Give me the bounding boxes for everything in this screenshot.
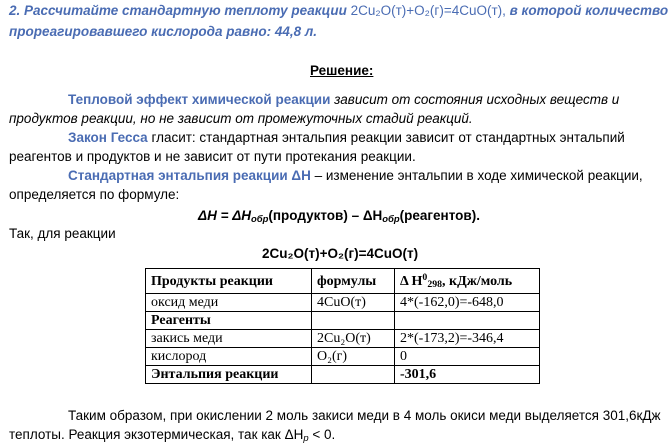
task-line-2: прореагировавшего кислорода равно: 44,8 л. — [9, 24, 318, 39]
para3-line1 — [68, 168, 643, 183]
para2-term: Закон Гесса — [68, 130, 148, 145]
formula-lhs: ΔН = ΔН — [198, 208, 252, 223]
row-name: закись меди — [146, 330, 312, 348]
reaction-centered: 2Cu₂O(т)+O₂(г)=4CuO(т) — [262, 246, 419, 261]
row-formula: O₂(г) — [312, 348, 395, 366]
empty-cell — [312, 366, 395, 384]
conclusion-line1: Таким образом, при окислении 2 моль закиси меди в 4 моль окиси меди выделяется 301,6кДж — [68, 408, 661, 423]
para3-term: Стандартная энтальпия реакции ΔН — [68, 168, 311, 183]
row-value: 2*(-173,2)=-346,4 — [395, 330, 540, 348]
formula — [198, 208, 480, 225]
conclusion-pre: теплоты. Реакция экзотермическая, так как ΔН — [9, 427, 304, 442]
header-enthalpy-prefix: Δ Н — [400, 274, 423, 289]
task-text-2: в которой количество — [509, 3, 669, 18]
formula-end: (реагентов). — [399, 208, 480, 223]
enthalpy-table — [145, 268, 540, 384]
para2-line2: реагентов и продуктов и не зависит от пути протекания реакции. — [9, 149, 416, 164]
header-enthalpy-suffix: , кДж/моль — [442, 274, 513, 289]
formula-sub2: обр — [382, 214, 400, 225]
table-row — [146, 330, 540, 348]
table-total-row — [146, 366, 540, 384]
header-formulas: формулы — [312, 269, 395, 294]
empty-cell — [312, 312, 395, 330]
section-reagents: Реагенты — [146, 312, 312, 330]
table-header-row — [146, 269, 540, 294]
para1-rest: зависит от состояния исходных веществ и — [330, 92, 620, 107]
solution-heading: Решение: — [310, 63, 374, 78]
task-reaction: 2Cu₂O(т)+O₂(г)=4CuO(т), — [350, 3, 506, 18]
formula-sub1: обр — [251, 214, 269, 225]
header-enthalpy — [395, 269, 540, 294]
para1-term: Тепловой эффект химической реакции — [68, 92, 331, 107]
para3-line2: определяется по формуле: — [9, 187, 180, 202]
total-label: Энтальпия реакции — [146, 366, 312, 384]
row-name: оксид меди — [146, 294, 312, 312]
conclusion-sub: р — [303, 433, 309, 444]
para1-line2: продуктов реакции, но не зависит от промежуточных стадий реакций. — [9, 111, 473, 126]
formula-mid: (продуктов) – ΔН — [268, 208, 383, 223]
intro-reaction: Так, для реакции — [9, 226, 116, 241]
para3-rest: – изменение энтальпии в ходе химической реакции, — [310, 168, 643, 183]
para1-line1 — [68, 92, 619, 107]
task-text-1: Рассчитайте стандартную теплоту реакции — [24, 3, 347, 18]
row-value: 4*(-162,0)=-648,0 — [395, 294, 540, 312]
empty-cell — [395, 312, 540, 330]
task-number: 2. — [9, 3, 21, 18]
total-value: -301,6 — [395, 366, 540, 384]
header-products: Продукты реакции — [146, 269, 312, 294]
table-section-row — [146, 312, 540, 330]
table-row — [146, 348, 540, 366]
para2-line1 — [68, 130, 625, 145]
conclusion-line2 — [9, 427, 335, 444]
row-formula: 4CuO(т) — [312, 294, 395, 312]
row-name: кислород — [146, 348, 312, 366]
row-value: 0 — [395, 348, 540, 366]
header-enthalpy-sup: 0 — [422, 272, 428, 283]
row-formula: 2Cu₂O(т) — [312, 330, 395, 348]
header-enthalpy-sub: 298 — [427, 279, 443, 290]
table-row — [146, 294, 540, 312]
para2-rest: гласит: стандартная энтальпия реакции зависит от стандартных энтальпий — [147, 130, 625, 145]
conclusion-post: < 0. — [308, 427, 336, 442]
task-line-1 — [9, 3, 668, 18]
